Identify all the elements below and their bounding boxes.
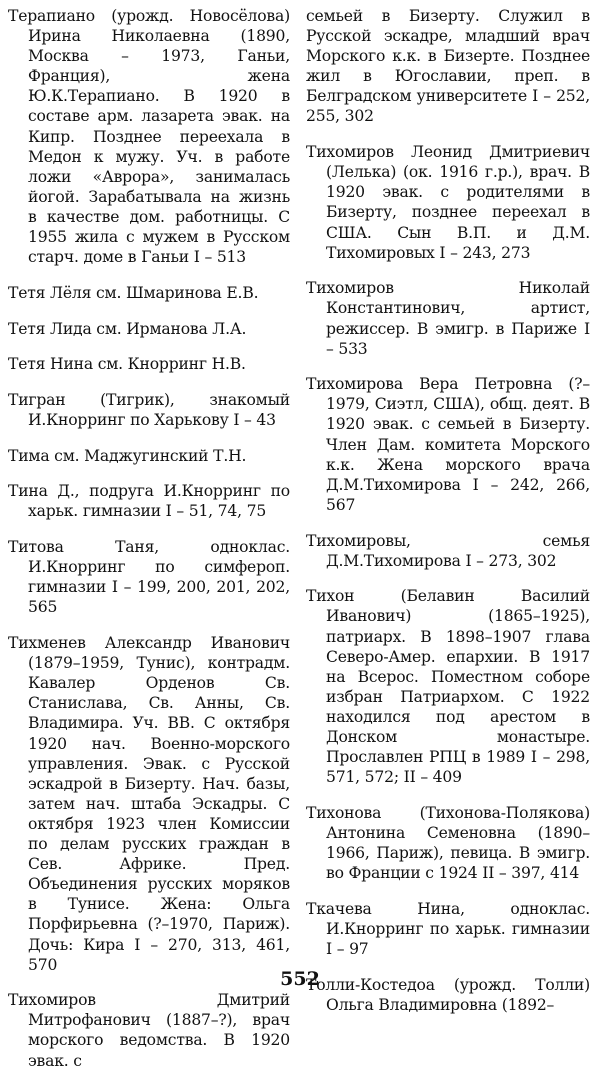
- index-entry: Тигран (Тигрик), знакомый И.Кнорринг по Харькову I – 43: [8, 390, 290, 429]
- index-entry: Тина Д., подруга И.Кнорринг по харьк. гимназии I – 51, 74, 75: [8, 482, 290, 521]
- index-entry: Тихомиров Николай Константинович, артист, режиссер. В эмигр. в Париже I – 533: [306, 279, 590, 358]
- index-entry-continued: семьей в Бизерту. Служил в Русской эскадре, младший врач Морского к.к. в Бизерте. Позднее жил в Югославии, преп. в Белградском университете I – 252, 255, 302: [306, 7, 590, 126]
- index-entry: Тихомиров Дмитрий Митрофанович (1887–?), врач морского ведомства. В 1920 эвак. с: [8, 991, 290, 1070]
- index-entry: Толли-Костедоа (урожд. Толли) Ольга Владимировна (1892–: [306, 975, 590, 1014]
- page-number: 552: [280, 968, 320, 990]
- index-entry: Терапиано (урожд. Новосёлова) Ирина Николаевна (1890, Москва – 1973, Ганьи, Франция), жена Ю.К.Терапиано. В 1920 в составе арм. лазарета эвак. на Кипр. Позднее переехала в Медон к мужу. Уч. в работе ложи «Аврора», занималась йогой. Зарабатывала на жизнь в качестве дом. работницы. С 1955 жила с мужем в Русском старч. доме в Ганьи I – 513: [8, 7, 290, 267]
- index-entry: Тихменев Александр Иванович (1879–1959, Тунис), контрадм. Кавалер Орденов Св. Станислава, Св. Анны, Св. Владимира. Уч. ВВ. С октября 1920 нач. Военно-морского управления. Эвак. с Русской эскадрой в Бизерту. Нач. базы, затем нач. штаба Эскадры. С октября 1923 член Комиссии по делам русских граждан в Сев. Африке. Пред. Объединения русских моряков в Тунисе. Жена: Ольга Порфирьевна (?–1970, Париж). Дочь: Кира I – 270, 313, 461, 570: [8, 634, 290, 974]
- index-entry: Тихомировы, семья Д.М.Тихомирова I – 273, 302: [306, 531, 590, 570]
- index-entry: Ткачева Нина, одноклас. И.Кнорринг по харьк. гимназии I – 97: [306, 899, 590, 958]
- index-entry: Тихонова (Тихонова-Полякова) Антонина Семеновна (1890–1966, Париж), певица. В эмигр. во Франции с 1924 II – 397, 414: [306, 803, 590, 883]
- index-entry: Тетя Лида см. Ирманова Л.А.: [8, 319, 247, 338]
- index-entry: Тетя Нина см. Кнорринг Н.В.: [8, 355, 246, 374]
- index-entry: Тихон (Белавин Василий Иванович) (1865–1925), патриарх. В 1898–1907 глава Северо-Амер. епархии. В 1917 на Всерос. Поместном соборе избран Патриархом. С 1922 находился под арестом в Донском монастыре. Прославлен РПЦ в 1989 I – 298, 571, 572; II – 409: [306, 587, 590, 787]
- index-entry: Тихомирова Вера Петровна (?–1979, Сиэтл, США), общ. деят. В 1920 эвак. с семьей в Бизерту. Член Дам. комитета Морского к.к. Жена морского врача Д.М.Тихомирова I – 242, 266, 567: [306, 375, 590, 514]
- right-column: [306, 6, 590, 1021]
- index-entry: Титова Таня, одноклас. И.Кнорринг по симфероп. гимназии I – 199, 200, 201, 202, 565: [8, 538, 290, 617]
- index-entry: Тихомиров Леонид Дмитриевич (Лелька) (ок. 1916 г.р.), врач. В 1920 эвак. с родителями в Бизерту, позднее переехал в США. Сын В.П. и Д.М. Тихомировых I – 243, 273: [306, 143, 590, 262]
- index-entry: Тима см. Маджугинский Т.Н.: [8, 446, 247, 465]
- index-entry: Тетя Лёля см. Шмаринова Е.В.: [8, 283, 259, 302]
- left-column: [8, 6, 290, 1077]
